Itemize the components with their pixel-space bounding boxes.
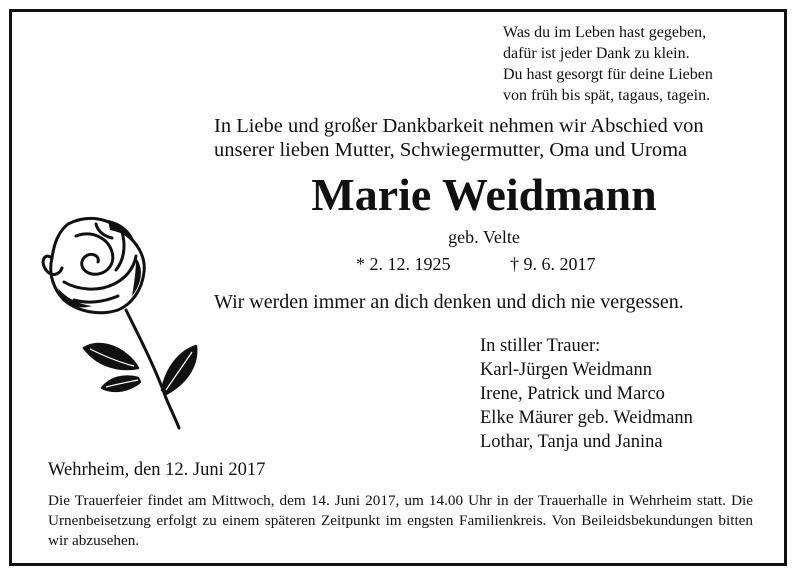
remembrance-line: Wir werden immer an dich denken und dich nie vergessen.: [214, 291, 684, 313]
intro-line: unserer lieben Mutter, Schwiegermutter, Oma und Uroma: [214, 139, 688, 161]
mourners-heading: In stiller Trauer:: [480, 336, 601, 356]
mourner-name: Irene, Patrick und Marco: [480, 384, 665, 404]
life-dates: [356, 253, 596, 275]
birth-date: * 2. 12. 1925: [356, 254, 451, 274]
place-and-date: Wehrheim, den 12. Juni 2017: [48, 460, 266, 480]
mourner-name: Lothar, Tanja und Janina: [480, 432, 663, 452]
rose-icon: [38, 212, 213, 432]
mourners-list: [480, 334, 693, 454]
poem: [503, 22, 713, 106]
mourner-name: Elke Mäurer geb. Weidmann: [480, 408, 693, 428]
poem-line: dafür ist jeder Dank zu klein.: [503, 45, 690, 62]
poem-line: von früh bis spät, tagaus, tagein.: [503, 87, 711, 104]
service-info: Die Trauerfeier findet am Mittwoch, dem 14. Juni 2017, um 14.00 Uhr in der Trauerhalle in Wehrheim statt. Die Urnenbeisetzung erfolgt zu einem späteren Zeitpunkt im engsten Familienkreis. Von Beileidsbekundungen bitten wir abzusehen.: [48, 492, 753, 549]
poem-line: Was du im Leben hast gegeben,: [503, 24, 707, 41]
death-date: † 9. 6. 2017: [510, 254, 596, 274]
deceased-name: Marie Weidmann: [311, 169, 657, 220]
mourner-name: Karl-Jürgen Weidmann: [480, 360, 652, 380]
poem-line: Du hast gesorgt für deine Lieben: [503, 66, 713, 83]
maiden-name: geb. Velte: [448, 227, 520, 247]
intro-line: In Liebe und großer Dankbarkeit nehmen wir Abschied von: [214, 115, 704, 137]
farewell-intro: [214, 114, 704, 162]
